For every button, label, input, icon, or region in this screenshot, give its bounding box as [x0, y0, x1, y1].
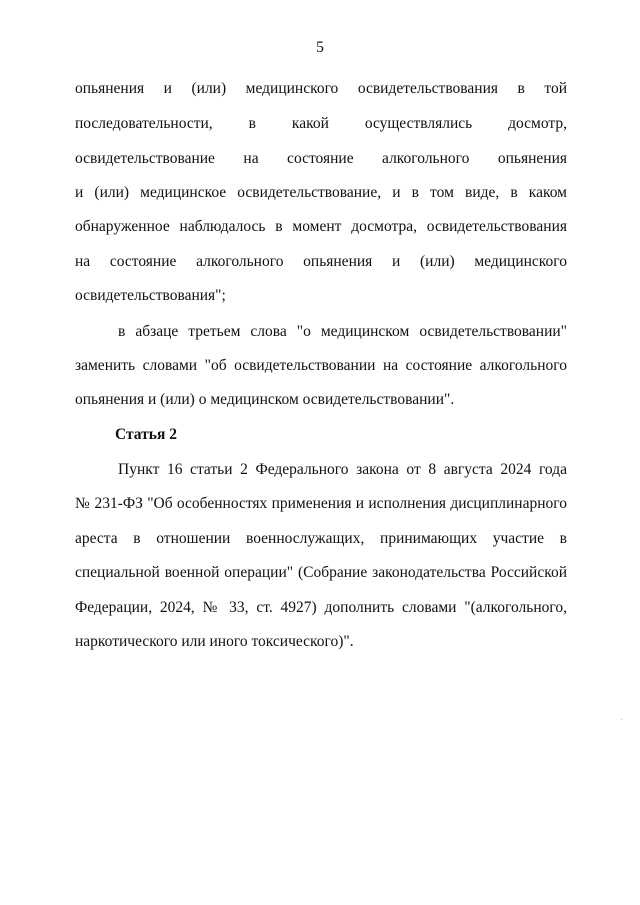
text-line-2: последовательности, в какой осуществлялись досмотр,: [75, 115, 567, 132]
text-line-8: в абзаце третьем слова "о медицинском освидетельствовании": [118, 323, 567, 340]
text-line-1: опьянения и (или) медицинского освидетельствования в той: [75, 80, 567, 97]
scan-speck: [621, 719, 622, 720]
text-line-6: на состояние алкогольного опьянения и (или) медицинского: [75, 253, 567, 270]
text-line-5: обнаруженное наблюдалось в момент досмотра, освидетельствования: [75, 218, 567, 235]
text-line-4: и (или) медицинское освидетельствование, и в том виде, в каком: [75, 184, 567, 201]
text-line-13: ареста в отношении военнослужащих, принимающих участие в: [75, 530, 567, 547]
page-number: 5: [316, 39, 324, 56]
text-line-3: освидетельствование на состояние алкогольного опьянения: [75, 150, 567, 167]
text-line-14: специальной военной операции" (Собрание законодательства Российской: [75, 564, 567, 581]
text-line-12: № 231-ФЗ "Об особенностях применения и исполнения дисциплинарного: [75, 495, 567, 512]
text-line-10: опьянения и (или) о медицинском освидетельствовании".: [75, 391, 455, 408]
text-line-11: Пункт 16 статьи 2 Федерального закона от 8 августа 2024 года: [118, 461, 567, 478]
article-heading: Статья 2: [115, 426, 177, 443]
text-line-16: наркотического или иного токсического)".: [75, 633, 354, 650]
text-line-9: заменить словами "об освидетельствовании на состояние алкогольного: [75, 357, 567, 374]
text-line-15: Федерации, 2024, № 33, ст. 4927) дополнить словами "(алкогольного,: [75, 599, 567, 616]
text-line-7: освидетельствования";: [75, 287, 226, 304]
